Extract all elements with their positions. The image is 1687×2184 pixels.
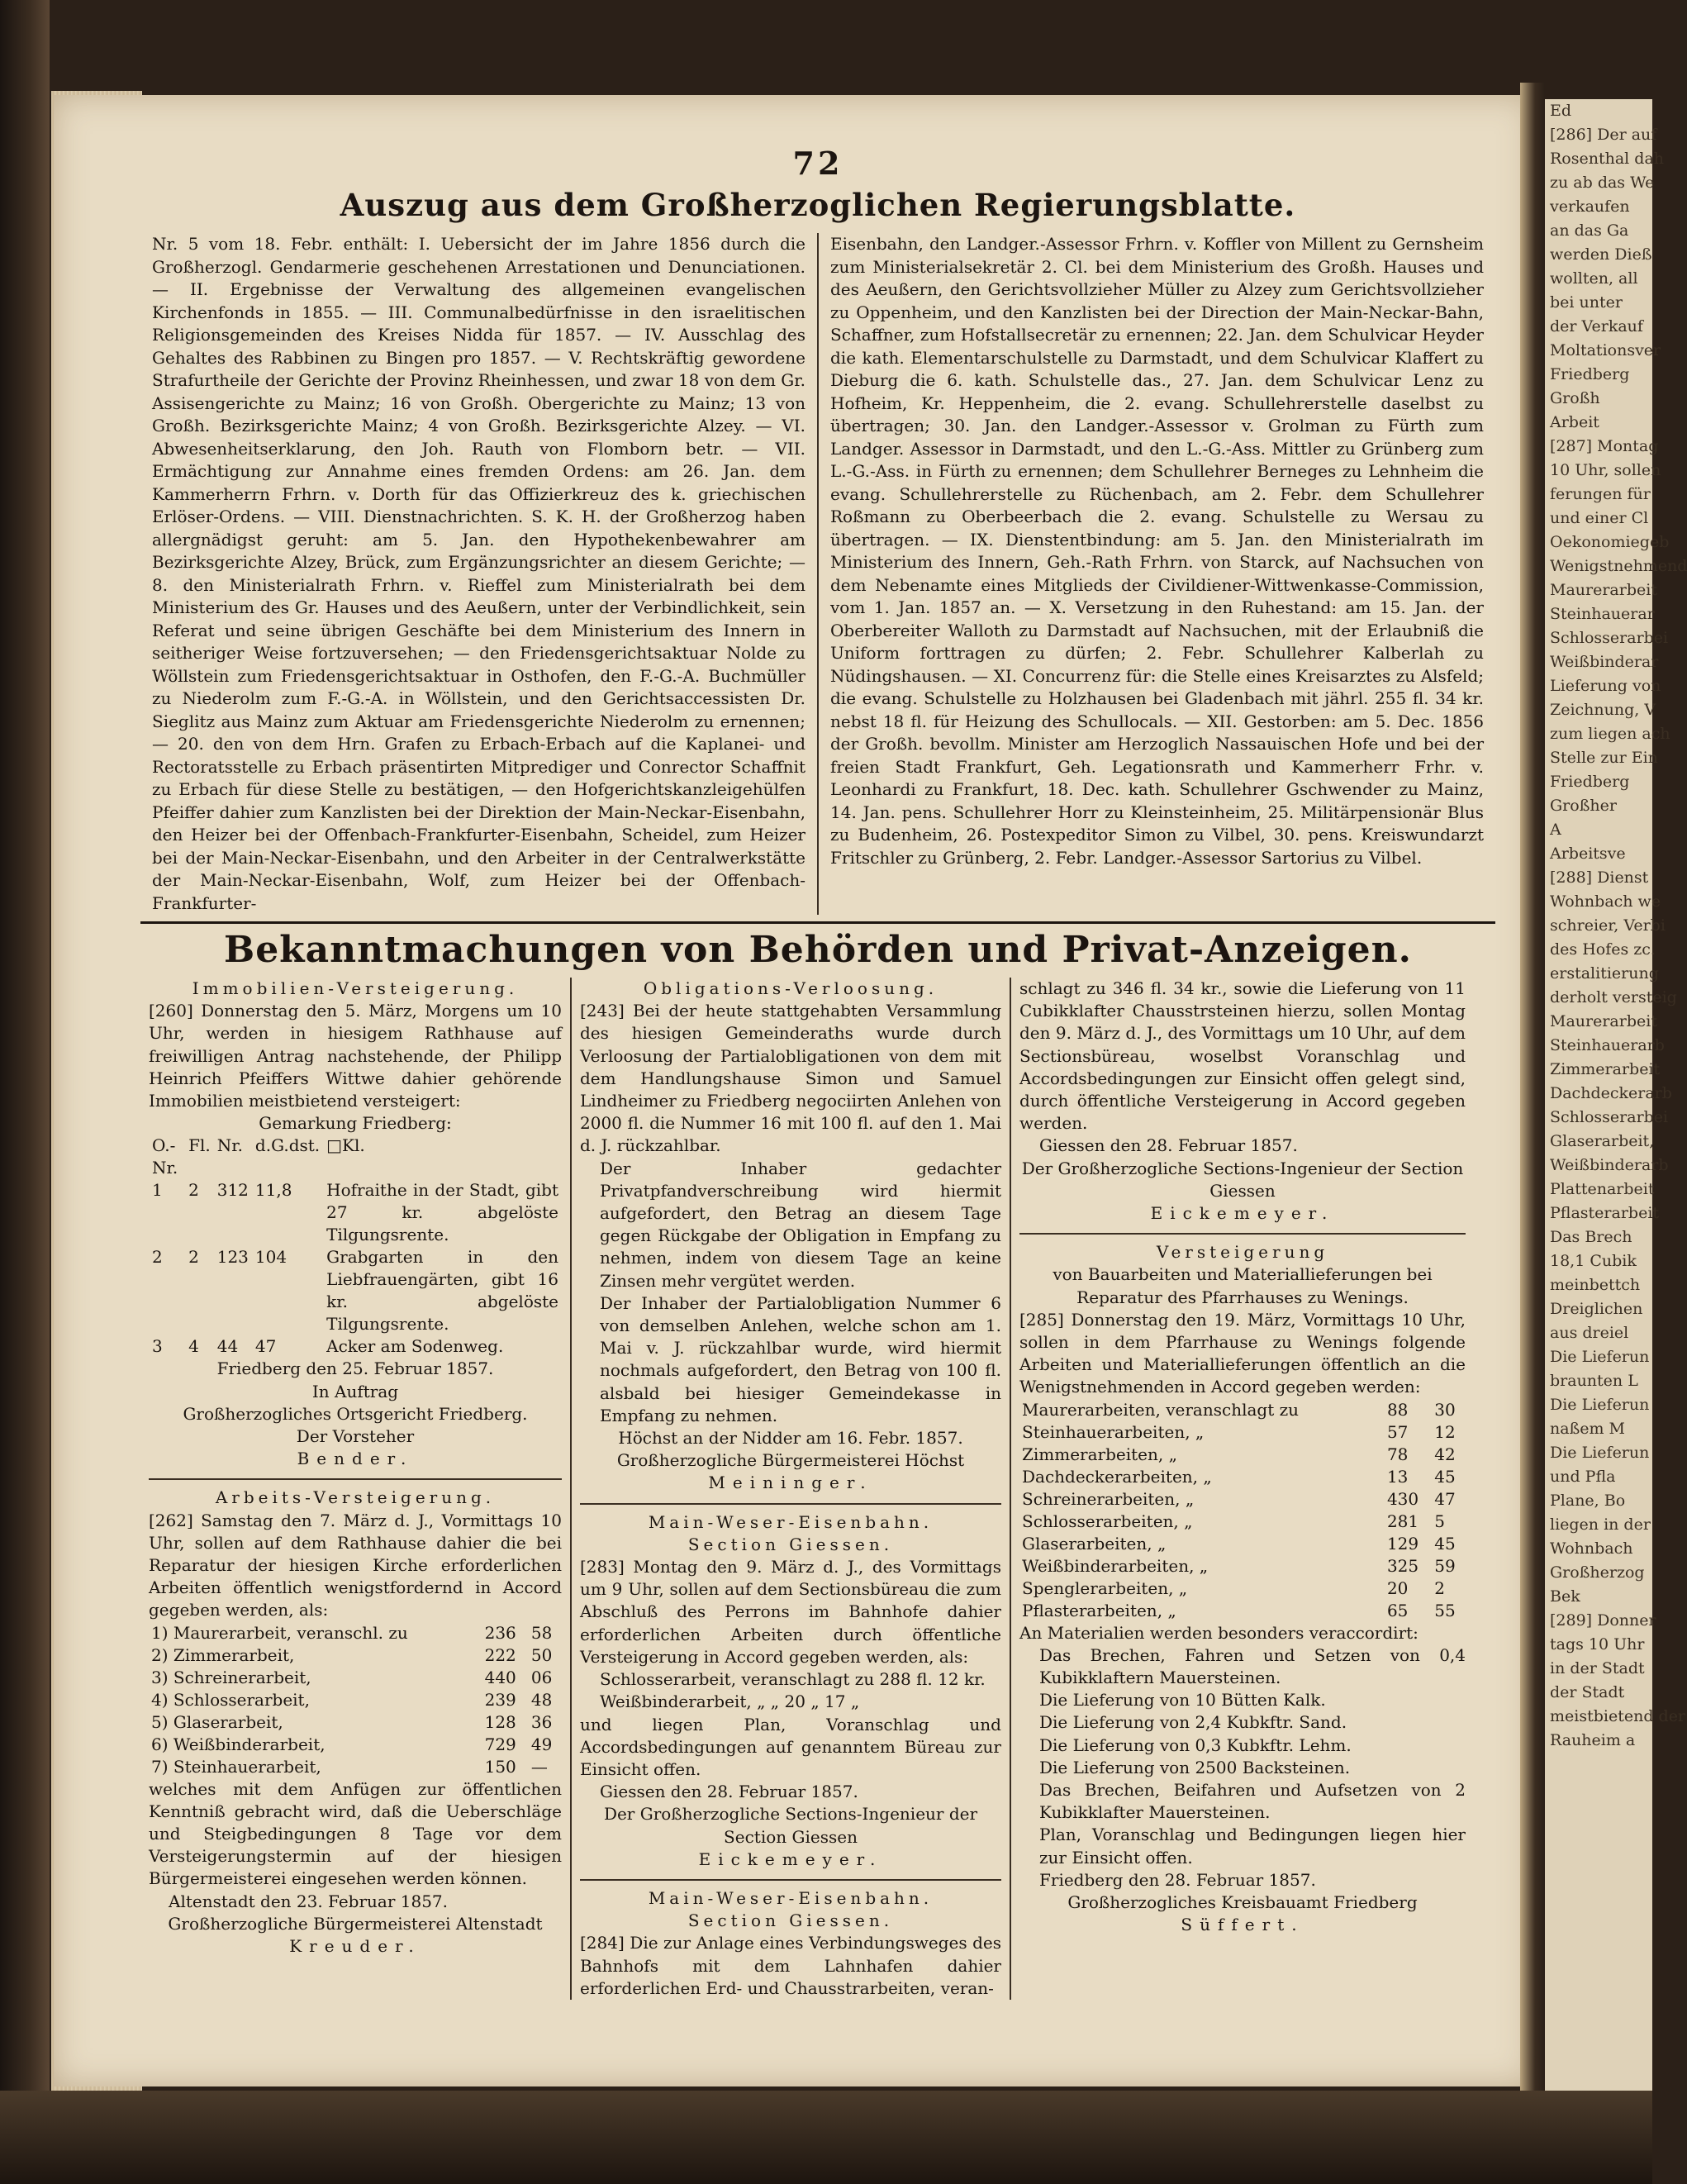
next-page-line: meistbietend der bbox=[1550, 1707, 1686, 1725]
notice-body: [283] Montag den 9. März d. J., des Vormittags um 9 Uhr, sollen auf dem Sectionsbüreau die zum Abschluß des Perrons im Bahnhofe dahier erforderlichen Arbeiten durch öffentliche Versteigerung in Accord gegeben werden, als: bbox=[580, 1557, 1001, 1667]
table-cell: 58 bbox=[530, 1622, 553, 1643]
table-row bbox=[1019, 1533, 1466, 1555]
next-page-line: Stelle zur Ein bbox=[1550, 749, 1658, 767]
table-cell: 128 bbox=[484, 1711, 516, 1732]
table-cell: Grabgarten in den Liebfrauengärten, gibt 16 kr. abgelöste Tilgungsrente. bbox=[326, 1247, 558, 1335]
table-cell: 3 bbox=[152, 1336, 163, 1357]
property-table bbox=[149, 1135, 562, 1358]
table-cell: 36 bbox=[530, 1711, 553, 1732]
table-cell: 42 bbox=[1434, 1444, 1456, 1464]
table-cell: Dachdeckerarbeiten, „ bbox=[1022, 1466, 1212, 1487]
table-cell: 44 bbox=[216, 1336, 239, 1357]
signature-line: Der Großherzogliche Sections-Ingenieur der Section Giessen bbox=[1021, 1158, 1464, 1201]
table-cell: 11,8 bbox=[254, 1180, 292, 1201]
property-table-header bbox=[149, 1135, 562, 1179]
page-content bbox=[140, 136, 1495, 2000]
column-header: d.G.dst. bbox=[254, 1135, 321, 1156]
page-number: 72 bbox=[792, 145, 844, 182]
next-page-line: zum liegen ach bbox=[1550, 725, 1670, 743]
next-page-line: Rauheim a bbox=[1550, 1731, 1636, 1749]
table-cell: 281 bbox=[1386, 1511, 1419, 1531]
next-page-line: [289] Donner bbox=[1550, 1611, 1656, 1630]
table-cell: 78 bbox=[1386, 1444, 1409, 1464]
next-page-line: Plattenarbeit bbox=[1550, 1180, 1655, 1198]
table-row bbox=[149, 1667, 562, 1689]
notice-heading: Arbeits-Versteigerung. bbox=[215, 1487, 496, 1508]
column-header: O.-Nr. bbox=[152, 1135, 178, 1178]
table-cell: 47 bbox=[1434, 1488, 1456, 1509]
next-page-line: Bek bbox=[1550, 1587, 1580, 1606]
notice-heading: Immobilien-Versteigerung. bbox=[192, 978, 519, 998]
notice-divider bbox=[580, 1503, 1001, 1505]
extract-left-column: Nr. 5 vom 18. Febr. enthält: I. Uebersicht der im Jahre 1856 durch die Großherzogl. Gendarmerie geschehenen Arrestationen und Denunciationen. — II. Ergebnisse der Verwaltung des allgemeinen evangelischen Kirchenfonds in 1855. — III. Communalbedürfnisse in den israelitischen Religionsgemeinden des Kreises Nidda für 1857. — IV. Ausschlag des Gehaltes des Rabbinen zu Bingen pro 1857. — V. Rechtskräftig gewordene Strafurtheile der Gerichte der Provinz Rheinhessen, und zwar 18 von dem Gr. Assisengerichte zu Mainz; 16 von Großh. Obergerichte zu Mainz; 13 von Großh. Bezirksgerichte Mainz; 4 von Großh. Bezirksgerichte Alzey. — VI. Abwesenheitserklarung, den Joh. Rauth von Flomborn betr. — VII. Ermächtigung zur Annahme eines fremden Ordens: am 26. Jan. dem Kammerherrn Frhrn. v. Dorth für das Offizierkreuz des k. griechischen Erlöser-Ordens. — VIII. Dienstnachrichten. S. K. H. der Großherzog haben allergnädigst geruht: am 5. Jan. den Hypothekenbewahrer am Bezirksgerichte Alzey, Brück, zum Ergänzungsrichter an diesem Gerichte; — 8. den Ministerialrath Frhrn. v. Rieffel zum Ministerialrath bei dem Ministerium des Gr. Hauses und des Aeußern, unter der Verbindlichkeit, sein Referat und seine übrigen Geschäfte bei dem Ministerium des Innern in seitheriger Weise fortzuversehen; — den Friedensgerichtsaktuar Nolde zu Wöllstein zum Friedensgerichtsaktuar in Osthofen, den F.-G.-A. Buchmüller zu Niederolm zum F.-G.-A. in Wöllstein, und den Gerichtsaccessisten Dr. Sieglitz aus Mainz zum Aktuar am Friedensgerichte Niederolm zu ernennen; — 20. den von dem Hrn. Grafen zu Erbach-Erbach auf die Kaplanei- und Rectoratsstelle zu Erbach präsentirten Mitprediger und Conrector Schaffnit zu Erbach für diese Stelle zu bestätigen, — den Hofgerichtskanzleigehülfen Pfeiffer dahier zum Kanzlisten bei der Direktion der Main-Neckar-Eisenbahn, den Heizer bei der Offenbach-Frankfurter-Eisenbahn, Scheidel, zum Heizer bei der Main-Neckar-Eisenbahn, und den Arbeiter in der Centralwerkstätte der Main-Neckar-Eisenbahn, Wolf, zum Heizer bei der Offenbach-Frankfurter- bbox=[152, 234, 805, 913]
signature-name: Kreuder. bbox=[289, 1936, 421, 1957]
table-cell: 236 bbox=[484, 1622, 516, 1643]
table-cell: 1) Maurerarbeit, veranschl. zu bbox=[151, 1622, 408, 1643]
next-page-line: Schlosserarbei bbox=[1550, 629, 1669, 647]
next-page-line: Wohnbach we bbox=[1550, 892, 1661, 911]
notice-body: [262] Samstag den 7. März d. J., Vormittags 10 Uhr, sollen auf dem Rathhause dahier die bei Reparatur der hiesigen Kirche erforderlichen Arbeiten öffentlich wenigstfordernd in Accord gegeben werden, als: bbox=[149, 1510, 562, 1620]
book-binding-left bbox=[0, 0, 50, 2184]
signature-name: Meininger. bbox=[708, 1473, 873, 1493]
table-cell: 20 bbox=[1386, 1577, 1409, 1598]
table-cell: 3) Schreinerarbeit, bbox=[151, 1667, 311, 1687]
notice-heading: Obligations-Verloosung. bbox=[643, 978, 939, 998]
table-cell: 5) Glaserarbeit, bbox=[151, 1711, 283, 1732]
next-page-line: Großherzog bbox=[1550, 1563, 1645, 1582]
announcements-title: Bekanntmachungen von Behörden und Privat-Anzeigen. bbox=[224, 929, 1412, 971]
table-cell: 65 bbox=[1386, 1600, 1409, 1620]
next-page-line: Steinhauerarb bbox=[1550, 1036, 1665, 1054]
notice-subheading: Section Giessen. bbox=[687, 1910, 894, 1931]
gemarkung-label: Gemarkung Friedberg: bbox=[259, 1113, 452, 1134]
table-cell: Pflasterarbeiten, „ bbox=[1022, 1600, 1176, 1620]
table-cell: Maurerarbeiten, veranschlagt zu bbox=[1022, 1399, 1300, 1420]
next-page-line: Rosenthal dah bbox=[1550, 150, 1665, 168]
book-bottom-edge bbox=[0, 2091, 1652, 2184]
table-row bbox=[149, 1711, 562, 1734]
table-row bbox=[1019, 1577, 1466, 1600]
notice-subheading: Section Giessen. bbox=[687, 1534, 894, 1554]
next-page-line: Dachdeckerarb bbox=[1550, 1084, 1672, 1102]
table-cell: Schreinerarbeiten, „ bbox=[1022, 1488, 1195, 1509]
next-page-line: Ed bbox=[1550, 102, 1572, 120]
signature-line: Großherzogliche Bürgermeisterei Altenstadt bbox=[168, 1913, 543, 1934]
next-page-line: werden Dieß bbox=[1550, 245, 1652, 264]
next-page-line: [287] Montag bbox=[1550, 437, 1659, 455]
material-item: Das Brechen, Beifahren und Aufsetzen von 2 Kubikklafter Mauersteinen. bbox=[1039, 1780, 1466, 1823]
signature-line: Der Großherzogliche Sections-Ingenieur der Section Giessen bbox=[603, 1804, 978, 1847]
extract-right-column: Eisenbahn, den Landger.-Assessor Frhrn. v. Koffler von Millent zu Gernsheim zum Ministerialsekretär 2. Cl. bei dem Ministerium des Großh. Hauses und des Aeußern, den Gerichtsvollzieher Müller zu Alzey zum Gerichtsvollzieher zu Oppenheim, und den Kanzlisten bei der Direction der Main-Neckar-Bahn, Schaffner, zum Hofstallsecretär zu ernennen; 22. Jan. dem Schulvicar Heyder die kath. Elementarschulstelle zu Darmstadt, und dem Schulvicar Klaffert zu Dieburg die 6. kath. Schulstelle das., 27. Jan. dem Schulvicar Lenz zu Hofheim, Kr. Heppenheim, die 2. evang. Schullehrerstelle daselbst zu übertragen; 30. Jan. den Landger.-Assessor v. Grolman zu Fürth zum Landger. Assessor in Darmstadt, und den L.-G.-Ass. Mittler zu Grünberg zum L.-G.-Ass. in Fürth zu ernennen; dem Schullehrer Berneges zu Lehnheim die evang. Schullehrerstelle zu Rüchenbach, am 2. Febr. dem Schullehrer Roßmann zu Oberbeerbach die 2. evang. Schulstelle zu Wersau zu übertragen. — IX. Dienstentbindung: am 5. Jan. den Ministerialrath im Ministerium des Innern, Geh.-Rath Frhrn. von Starck, auf Nachsuchen von dem Nebenamte eines Mitglieds der Civildiener-Wittwenkasse-Commission, vom 1. Jan. 1857 an. — X. Versetzung in den Ruhestand: am 15. Jan. der Oberbereiter Walloth zu Darmstadt auf Nachsuchen, mit der Erlaubniß die Uniform forttragen zu dürfen; 2. Febr. Schullehrer Kalberlah zu Nüdingshausen. — XI. Concurrenz für: die Stelle eines Kreisarztes zu Alsfeld; die evang. Schulstelle zu Holzhausen bei Gladenbach mit jährl. 255 fl. 34 kr. nebst 18 fl. für Heizung des Schullocals. — XII. Gestorben: am 5. Dec. 1856 der Großh. bevollm. Minister am Herzoglich Nassauischen Hofe und bei der freien Stadt Frankfurt, Geh. Legationsrath und Kammerherr Frhr. v. Leonhardi zu Frankfurt, 18. Dec. kath. Schullehrer Gschwender zu Mainz, 14. Jan. pens. Schullehrer Horr zu Kleinsteinheim, 25. Militärpensionär Blus zu Budenheim, 26. Postexpeditor Simon zu Vilbel, 30. pens. Kreiswundarzt Fritschler zu Grünberg, 2. Febr. Landger.-Assessor Sartorius zu Vilbel. bbox=[817, 233, 1495, 915]
next-page-line: Zeichnung, V bbox=[1550, 701, 1656, 719]
notice-item: Schlosserarbeit, veranschlagt zu 288 fl. 12 kr. bbox=[600, 1669, 986, 1690]
column-header: Nr. bbox=[216, 1135, 243, 1156]
next-page-line: liegen in der bbox=[1550, 1515, 1651, 1534]
signature-line: Großherzogliches Ortsgericht Friedberg. bbox=[183, 1403, 528, 1424]
next-page-line: zu ab das We bbox=[1550, 174, 1655, 192]
notice-body: [243] Bei der heute stattgehabten Versammlung des hiesigen Gemeinderaths wurde durch Verloosung der Partialobligationen von dem mit dem Handlungshause Simon und Samuel Lindheimer zu Friedberg negociirten Anlehen von 2000 fl. die Nummer 16 mit 100 fl. auf den 1. Mai d. J. rückzahlbar. bbox=[580, 1001, 1001, 1156]
table-cell: 2 bbox=[152, 1247, 163, 1268]
material-item: Das Brechen, Fahren und Setzen von 0,4 Kubikklaftern Mauersteinen. bbox=[1039, 1644, 1466, 1688]
table-cell: 2) Zimmerarbeit, bbox=[151, 1644, 295, 1665]
next-page-line: Maurerarbeit bbox=[1550, 1012, 1657, 1030]
announcements bbox=[140, 978, 1495, 2000]
signature-name: Süffert. bbox=[1181, 1915, 1304, 1935]
notice-date: Giessen den 28. Februar 1857. bbox=[1039, 1135, 1298, 1156]
notice-heading: Main-Weser-Eisenbahn. bbox=[648, 1887, 934, 1908]
notice-date: Friedberg den 28. Februar 1857. bbox=[1039, 1869, 1316, 1890]
table-cell: 104 bbox=[254, 1247, 288, 1268]
next-page-line: A bbox=[1550, 821, 1561, 839]
notice-date: Friedberg den 25. Februar 1857. bbox=[216, 1358, 494, 1379]
table-row bbox=[149, 1734, 562, 1756]
next-page-line: wollten, all bbox=[1550, 269, 1638, 288]
table-cell: 7) Steinhauerarbeit, bbox=[151, 1756, 321, 1777]
table-cell: 729 bbox=[484, 1734, 516, 1754]
next-page-line: bei unter bbox=[1550, 293, 1623, 312]
next-page-line: und Pfla bbox=[1550, 1468, 1616, 1486]
notice-body: Der Inhaber gedachter Privatpfandverschreibung wird hiermit aufgefordert, den Betrag an diesem Tage gegen Rückgabe der Obligation in Empfang zu nehmen, indem von diesem Tage an keine Zinsen mehr vergütet werden. bbox=[600, 1158, 1001, 1291]
regierungsblatt-headline: Auszug aus dem Großherzoglichen Regierungsblatte. bbox=[340, 187, 1296, 223]
table-cell: Schlosserarbeiten, „ bbox=[1022, 1511, 1193, 1531]
material-item: Die Lieferung von 2,4 Kubkftr. Sand. bbox=[1039, 1712, 1347, 1733]
table-cell: Glaserarbeiten, „ bbox=[1022, 1533, 1167, 1554]
next-page-line: Friedberg bbox=[1550, 365, 1630, 383]
next-page-line: Glaserarbeit, bbox=[1550, 1132, 1655, 1150]
next-page-line: tags 10 Uhr bbox=[1550, 1635, 1645, 1653]
table-cell: 59 bbox=[1434, 1555, 1456, 1576]
notice-subheading: von Bauarbeiten und Materiallieferungen bei Reparatur des Pfarrhauses zu Wenings. bbox=[1053, 1264, 1433, 1307]
next-page-line: Die Lieferun bbox=[1550, 1444, 1650, 1462]
table-cell: 45 bbox=[1434, 1466, 1456, 1487]
next-page-line: aus dreiel bbox=[1550, 1324, 1629, 1342]
table-row bbox=[1019, 1399, 1466, 1421]
table-cell: 12 bbox=[1434, 1421, 1456, 1442]
next-page-line: 10 Uhr, sollen bbox=[1550, 461, 1661, 479]
table-cell: 49 bbox=[530, 1734, 553, 1754]
signature-name: Eickemeyer. bbox=[1150, 1203, 1335, 1224]
next-page-line: der Verkauf bbox=[1550, 317, 1643, 335]
signature-name: Bender. bbox=[297, 1449, 414, 1469]
notice-divider bbox=[1019, 1233, 1466, 1235]
table-row bbox=[1019, 1466, 1466, 1488]
notice-body: [285] Donnerstag den 19. März, Vormittags 10 Uhr, sollen in dem Pfarrhause zu Wenings folgende Arbeiten und Materiallieferungen öffentlich an die Wenigstnehmenden in Accord gegeben werden: bbox=[1019, 1309, 1466, 1397]
table-cell: 06 bbox=[530, 1667, 553, 1687]
next-page-line: verkaufen bbox=[1550, 197, 1630, 216]
table-row bbox=[149, 1246, 562, 1335]
next-page-line: Die Lieferun bbox=[1550, 1348, 1650, 1366]
table-row bbox=[1019, 1421, 1466, 1444]
table-cell: 129 bbox=[1386, 1533, 1419, 1554]
table-cell: 4 bbox=[188, 1336, 199, 1357]
table-row bbox=[149, 1179, 562, 1246]
table-cell: 1 bbox=[152, 1180, 163, 1201]
table-cell: Acker am Sodenweg. bbox=[326, 1336, 504, 1357]
table-cell: 55 bbox=[1434, 1600, 1456, 1620]
next-page-line: [288] Dienst bbox=[1550, 868, 1649, 887]
table-cell: 123 bbox=[216, 1247, 249, 1268]
next-page-line: Pflasterarbeit bbox=[1550, 1204, 1660, 1222]
signature-line: Großherzogliches Kreisbauamt Friedberg bbox=[1067, 1892, 1418, 1913]
next-page-line: derholt versteig bbox=[1550, 988, 1677, 1006]
regierungsblatt-extract bbox=[140, 233, 1495, 915]
table-cell: 45 bbox=[1434, 1533, 1456, 1554]
table-cell: 5 bbox=[1434, 1511, 1445, 1531]
table-cell: 2 bbox=[188, 1180, 199, 1201]
next-page-line: Friedberg bbox=[1550, 773, 1630, 791]
next-page-line: Arbeit bbox=[1550, 413, 1599, 431]
next-page-line: ferungen für bbox=[1550, 485, 1651, 503]
table-row bbox=[149, 1335, 562, 1358]
next-page-line: 18,1 Cubik bbox=[1550, 1252, 1637, 1270]
book-gutter bbox=[1520, 83, 1545, 2099]
notice-heading: Versteigerung bbox=[1156, 1242, 1329, 1263]
notice-date: Höchst an der Nidder am 16. Febr. 1857. bbox=[618, 1428, 963, 1449]
notice-body: schlagt zu 346 fl. 34 kr., sowie die Lieferung von 11 Cubikklafter Chausstrsteinen hierzu, sollen Montag den 9. März d. J., des Vormittags um 10 Uhr, auf dem Sectionsbüreau, woselbst Voranschlag und Accordsbedingungen zur Einsicht offen gelegt sind, durch öffentliche Versteigerung in Accord gegeben werden. bbox=[1019, 978, 1466, 1134]
table-cell: Hofraithe in der Stadt, gibt 27 kr. abgelöste Tilgungsrente. bbox=[326, 1180, 558, 1245]
notice-body: welches mit dem Anfügen zur öffentlichen Kenntniß gebracht wird, daß die Ueberschläge und Steigbedingungen 8 Tage vor dem Versteigerungstermin auf der hiesigen Bürgermeisterei eingesehen werden können. bbox=[149, 1778, 562, 1889]
next-page-line: des Hofes zc. bbox=[1550, 940, 1656, 959]
table-cell: 2 bbox=[1434, 1577, 1445, 1598]
table-cell: 150 bbox=[484, 1756, 516, 1777]
table-cell: 13 bbox=[1386, 1466, 1409, 1487]
table-cell: 4) Schlosserarbeit, bbox=[151, 1689, 310, 1710]
material-item: Die Lieferung von 10 Bütten Kalk. bbox=[1039, 1690, 1326, 1711]
next-page-line: Weißbinderarb bbox=[1550, 1156, 1669, 1174]
next-page-line: Großh bbox=[1550, 389, 1600, 407]
next-page-line: Arbeitsve bbox=[1550, 845, 1626, 863]
table-cell: 47 bbox=[254, 1336, 277, 1357]
table-cell: 312 bbox=[216, 1180, 249, 1201]
next-page-line: [286] Der auf bbox=[1550, 126, 1657, 144]
notice-divider bbox=[580, 1879, 1001, 1881]
table-row bbox=[1019, 1555, 1466, 1577]
table-row bbox=[1019, 1511, 1466, 1533]
notice-body: [260] Donnerstag den 5. März, Morgens um 10 Uhr, werden in hiesigem Rathhause auf freiwilligen Antrag nachstehende, der Philipp Heinrich Pfeiffers Wittwe dahier gehörende Immobilien meistbietend versteigert: bbox=[149, 1001, 562, 1111]
next-page-line: erstalitierung bbox=[1550, 964, 1659, 983]
table-row bbox=[1019, 1444, 1466, 1466]
next-page-line: Maurerarbeit bbox=[1550, 581, 1657, 599]
signature-line: In Auftrag bbox=[311, 1381, 399, 1401]
table-cell: 88 bbox=[1386, 1399, 1409, 1420]
table-cell: 239 bbox=[484, 1689, 516, 1710]
next-page-line: Dreiglichen bbox=[1550, 1300, 1643, 1318]
next-page-line: Großher bbox=[1550, 797, 1617, 815]
table-cell: Steinhauerarbeiten, „ bbox=[1022, 1421, 1205, 1442]
notice-date: Giessen den 28. Februar 1857. bbox=[600, 1782, 858, 1802]
table-cell: — bbox=[530, 1756, 548, 1777]
notice-body: Plan, Voranschlag und Bedingungen liegen hier zur Einsicht offen. bbox=[1039, 1825, 1466, 1868]
next-page-line: Zimmerarbeit bbox=[1550, 1060, 1661, 1078]
next-page-line: meinbettch bbox=[1550, 1276, 1641, 1294]
column-header: Fl. bbox=[188, 1135, 211, 1156]
next-page-line: der Stadt bbox=[1550, 1683, 1625, 1701]
next-page-line: Die Lieferun bbox=[1550, 1396, 1650, 1414]
next-page-line: braunten L bbox=[1550, 1372, 1638, 1390]
notice-body: und liegen Plan, Voranschlag und Accordsbedingungen auf genanntem Büreau zur Einsicht offen. bbox=[580, 1714, 1001, 1779]
next-page-line: Schlosserarbei bbox=[1550, 1108, 1669, 1126]
cost-table bbox=[1019, 1399, 1466, 1622]
material-item: Die Lieferung von 2500 Backsteinen. bbox=[1039, 1757, 1351, 1777]
announcements-column-3 bbox=[1010, 978, 1474, 2000]
table-cell: Zimmerarbeiten, „ bbox=[1022, 1444, 1177, 1464]
next-page-line: naßem M bbox=[1550, 1420, 1626, 1438]
notice-item: Weißbinderarbeit, „ „ 20 „ 17 „ bbox=[600, 1692, 860, 1712]
column-header: □Kl. bbox=[326, 1135, 365, 1156]
signature-line: Großherzogliche Bürgermeisterei Höchst bbox=[616, 1450, 965, 1471]
table-cell: 440 bbox=[484, 1667, 516, 1687]
table-cell: 222 bbox=[484, 1644, 516, 1665]
table-cell: 6) Weißbinderarbeit, bbox=[151, 1734, 326, 1754]
next-page-line: Wenigstnehmend bbox=[1550, 557, 1687, 575]
next-page-line: in der Stadt bbox=[1550, 1659, 1645, 1677]
notice-body: [284] Die zur Anlage eines Verbindungsweges des Bahnhofs mit dem Lahnhafen dahier erforderlichen Erd- und Chausstrarbeiten, veran- bbox=[580, 1933, 1001, 1998]
table-cell: 2 bbox=[188, 1247, 199, 1268]
table-row bbox=[149, 1756, 562, 1778]
next-page-line: und einer Cl bbox=[1550, 509, 1649, 527]
signature-line: Der Vorsteher bbox=[296, 1426, 415, 1447]
material-item: Die Lieferung von 0,3 Kubkftr. Lehm. bbox=[1039, 1734, 1352, 1755]
table-cell: Weißbinderarbeiten, „ bbox=[1022, 1555, 1209, 1576]
next-page-line: Weißbinderar bbox=[1550, 653, 1659, 671]
table-row bbox=[149, 1689, 562, 1711]
notice-date: Altenstadt den 23. Februar 1857. bbox=[169, 1891, 449, 1911]
table-row bbox=[149, 1622, 562, 1644]
table-row bbox=[149, 1644, 562, 1667]
next-page-fragment bbox=[1545, 99, 1687, 2091]
table-row bbox=[1019, 1488, 1466, 1511]
announcements-column-2 bbox=[570, 978, 1010, 2000]
next-page-line: Das Brech bbox=[1550, 1228, 1632, 1246]
next-page-line: Moltationsver bbox=[1550, 341, 1661, 359]
table-cell: 430 bbox=[1386, 1488, 1419, 1509]
section-rule bbox=[140, 921, 1495, 924]
next-page-line: an das Ga bbox=[1550, 221, 1629, 240]
next-page-line: Wohnbach bbox=[1550, 1539, 1633, 1558]
table-cell: 48 bbox=[530, 1689, 553, 1710]
signature-name: Eickemeyer. bbox=[698, 1849, 883, 1869]
notice-body: An Materialien werden besonders veraccordirt: bbox=[1019, 1622, 1419, 1643]
next-page-line: Plane, Bo bbox=[1550, 1492, 1626, 1510]
notice-divider bbox=[149, 1478, 562, 1480]
table-cell: 50 bbox=[530, 1644, 553, 1665]
table-cell: 30 bbox=[1434, 1399, 1456, 1420]
notice-heading: Main-Weser-Eisenbahn. bbox=[648, 1511, 934, 1532]
next-page-line: Lieferung von bbox=[1550, 677, 1661, 695]
notice-body: Der Inhaber der Partialobligation Nummer 6 von demselben Anlehen, welche schon am 1. Mai v. J. rückzahlbar wurde, wird hiermit nochmals aufgefordert, den Betrag von 100 fl. alsbald bei hiesiger Gemeindekasse in Empfang zu nehmen. bbox=[600, 1292, 1001, 1425]
table-cell: Spenglerarbeiten, „ bbox=[1022, 1577, 1188, 1598]
announcements-column-1 bbox=[140, 978, 570, 2000]
next-page-line: schreier, Verbi bbox=[1550, 916, 1666, 935]
cost-table bbox=[149, 1622, 562, 1778]
table-cell: 57 bbox=[1386, 1421, 1409, 1442]
next-page-line: Oekonomiegeb bbox=[1550, 533, 1670, 551]
next-page-line: Steinhauerar bbox=[1550, 605, 1655, 623]
table-row bbox=[1019, 1600, 1466, 1622]
table-cell: 325 bbox=[1386, 1555, 1419, 1576]
